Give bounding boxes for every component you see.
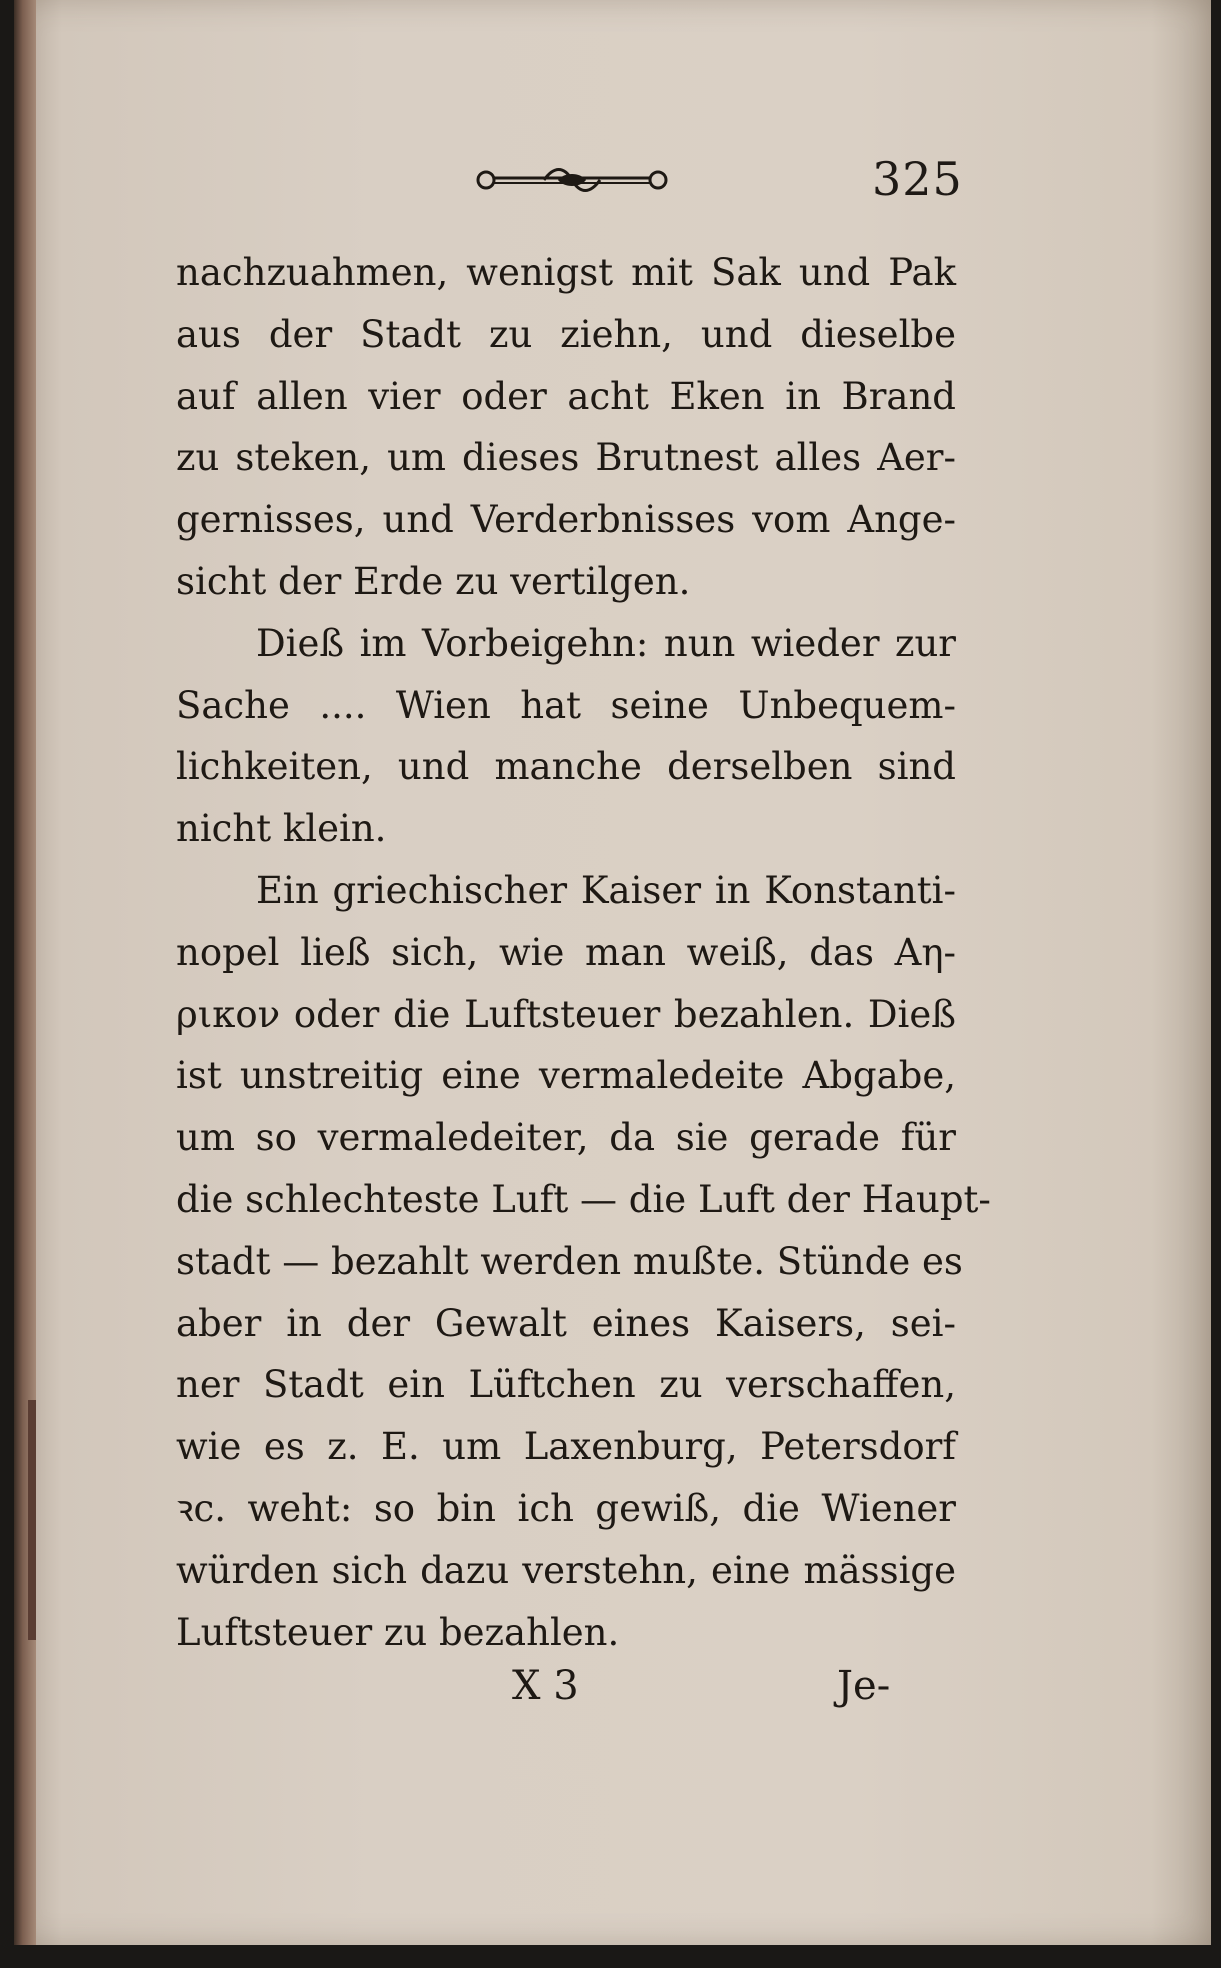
signature-mark: X 3 [512,1663,579,1709]
text-line: ist unstreitig eine vermaledeite Abgabe, [176,1054,956,1098]
body-text [176,242,991,1663]
text-line: gernisses, und Verderbnisses vom Ange- [176,498,956,542]
text-line: nachzuahmen, wenigst mit Sak und Pak [176,251,956,294]
text-line: ner Stadt ein Lüftchen zu verschaffen, [176,1363,956,1407]
text-line: lichkeiten, und manche derselben sind [176,745,956,789]
text-line: nopel ließ sich, wie man weiß, das Aη- [176,930,956,974]
text-line: wie es z. E. um Laxenburg, Petersdorf [176,1425,956,1469]
text-line: Luftsteuer zu bezahlen. [176,1610,620,1654]
text-line: ρικον oder die Luftsteuer bezahlen. Dieß [176,992,956,1036]
book-spine [14,0,36,1945]
text-line: um so vermaledeiter, da sie gerade für [176,1116,956,1160]
text-line: aus der Stadt zu ziehn, und dieselbe [176,312,956,356]
text-line: zu steken, um dieses Brutnest alles Aer- [176,436,956,480]
catchword: Je- [837,1663,891,1709]
text-line: auf allen vier oder acht Eken in Brand [176,374,956,418]
text-line: nicht klein. [176,807,387,851]
text-line: Dieß im Vorbeigehn: nun wieder zur [256,621,956,665]
page-number: 325 [872,152,963,206]
text-line: sicht der Erde zu vertilgen. [176,559,691,603]
text-line: aber in der Gewalt eines Kaisers, sei- [176,1301,956,1345]
text-line: stadt — bezahlt werden mußte. Stünde es [176,1239,963,1283]
text-line: würden sich dazu verstehn, eine mässige [176,1548,956,1592]
text-line: die schlechteste Luft — die Luft der Haupt- [176,1177,991,1221]
text-line: Sache .... Wien hat seine Unbequem- [176,683,956,727]
book-page [14,0,1211,1945]
ornament-rule [474,162,670,198]
text-line: Ein griechischer Kaiser in Konstanti- [256,868,956,912]
text-line: ꝛc. weht: so bin ich gewiß, die Wiener [176,1486,956,1530]
